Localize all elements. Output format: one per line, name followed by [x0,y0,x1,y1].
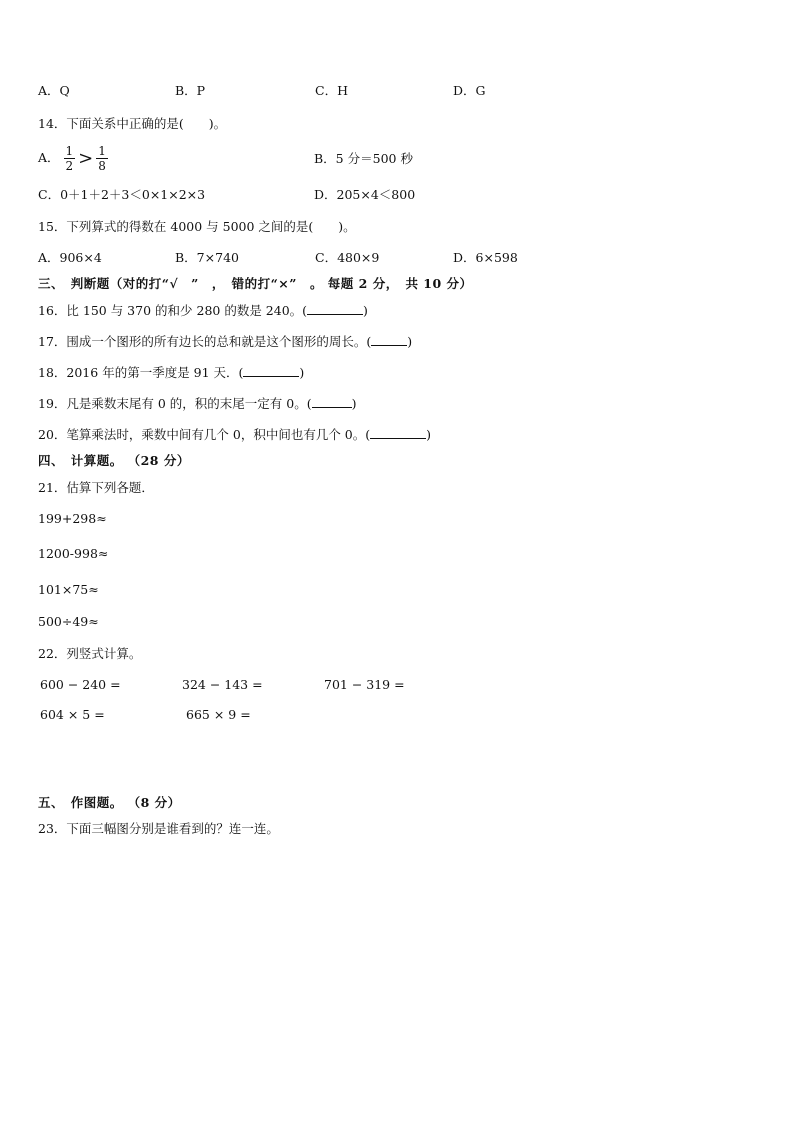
q22-stem: 22．列竖式计算。 [38,646,142,661]
q16-text: 16．比 150 与 370 的和少 280 的数是 240。( [38,303,308,318]
q18-close-paren: ) [299,365,305,380]
section-3-heading: 三、 判断题（对的打“√ ” ， 错的打“×” 。 每题 2 分， 共 10 分） [38,276,473,291]
q22-expr-4: 604 × 5 = [40,707,105,722]
q19-close-paren: ) [351,396,357,411]
q14-option-c: C．0＋1＋2＋3＜0×1×2×3 [38,187,206,202]
q14-option-a-prefix: A． [38,150,60,165]
q16-close-paren: ) [363,303,368,318]
q22-expr-3: 701 − 319 = [324,677,405,692]
section-5-heading: 五、 作图题。 （8 分） [38,795,181,810]
q15-stem: 15．下列算式的得数在 4000 与 5000 之间的是( )。 [38,219,356,234]
q15-option-d: D．6×598 [453,250,518,265]
q21-item-1: 199+298≈ [38,511,107,526]
q13-option-b: B．P [175,83,206,98]
q13-option-c: C．H [315,83,348,98]
q20-text: 20．笔算乘法时，乘数中间有几个 0，积中间也有几个 0。( [38,427,371,442]
q21-item-4: 500÷49≈ [38,614,99,629]
section-4-heading: 四、 计算题。 （28 分） [38,453,190,468]
q14-option-b: B．5 分＝500 秒 [314,151,413,166]
q23-stem: 23．下面三幅图分别是谁看到的？连一连。 [38,821,279,836]
q19-text: 19．凡是乘数末尾有 0 的，积的末尾一定有 0。( [38,396,312,411]
q16-statement [38,302,368,319]
q20-statement [38,426,431,443]
q18-answer-blank[interactable] [243,364,299,377]
q17-close-paren: ) [407,334,413,349]
q22-expr-5: 665 × 9 = [186,707,251,722]
q22-expr-1: 600 − 240 = [40,677,121,692]
q14-stem: 14．下面关系中正确的是( )。 [38,116,227,131]
q21-item-2: 1200-998≈ [38,546,109,561]
q15-option-c: C．480×9 [315,250,380,265]
q19-statement [38,395,357,412]
fraction-denominator: 8 [98,159,106,173]
q18-text: 18．2016 年的第一季度是 91 天．( [38,365,244,380]
q20-close-paren: ) [426,427,432,442]
fraction-numerator: 1 [98,144,106,158]
q22-expr-2: 324 − 143 = [182,677,263,692]
q15-option-a: A．906×4 [38,250,102,265]
greater-than-sign: > [78,147,94,169]
fraction-one-eighth [96,144,108,173]
q15-option-b: B．7×740 [175,250,239,265]
fraction-numerator: 1 [65,144,74,158]
q13-option-a: A．Q [38,83,70,98]
q20-answer-blank[interactable] [370,426,426,439]
q14-option-a [38,141,108,176]
q18-statement [38,364,304,381]
q17-statement [38,333,412,350]
q17-text: 17．围成一个图形的所有边长的总和就是这个图形的周长。( [38,334,372,349]
q19-answer-blank[interactable] [312,395,352,408]
q14-option-d: D．205×4＜800 [314,187,416,202]
q17-answer-blank[interactable] [371,333,407,346]
q13-option-d: D．G [453,83,486,98]
fraction-denominator: 2 [65,159,74,173]
q21-stem: 21．估算下列各题． [38,480,154,495]
q16-answer-blank[interactable] [307,302,363,315]
fraction-one-half [64,144,76,173]
q21-item-3: 101×75≈ [38,582,99,597]
